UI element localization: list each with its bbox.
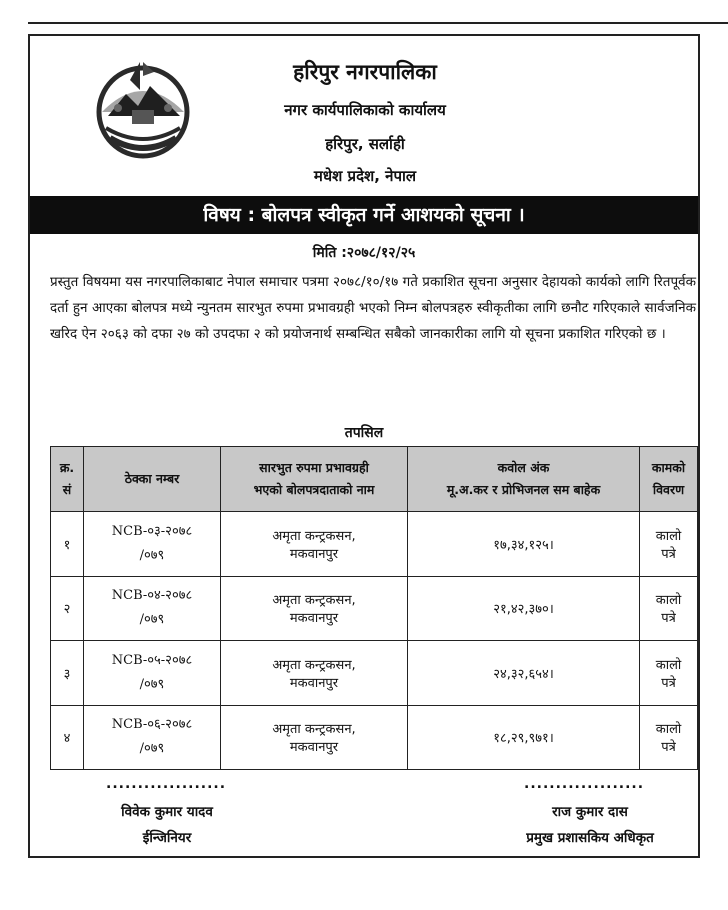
bid-table (50, 446, 698, 770)
row-contract: NCB-०४-२०७८ /०७९ (84, 576, 221, 641)
schedule-title: तपसिल (344, 425, 384, 441)
office-address: हरिपुर, सर्लाही (325, 135, 405, 153)
row-work: कालो पत्रे (640, 576, 698, 641)
table-row (51, 576, 698, 641)
row-amount: २१,४२,३७०। (408, 576, 640, 641)
signatory-right-name: राज कुमार दास (552, 804, 628, 820)
row-bidder: अमृता कन्ट्रकसन, मकवानपुर (221, 512, 408, 577)
row-bidder: अमृता कन्ट्रकसन, मकवानपुर (221, 641, 408, 706)
row-contract: NCB-०६-२०७८ /०७९ (84, 705, 221, 770)
signatory-left-name: विवेक कुमार यादव (121, 804, 213, 820)
signature-line-left: ................... (106, 776, 227, 792)
subject-banner: विषय : बोलपत्र स्वीकृत गर्ने आशयको सूचना । (30, 196, 698, 234)
table-row (51, 512, 698, 577)
row-work: कालो पत्रे (640, 705, 698, 770)
row-sn: १ (51, 512, 84, 577)
table-row (51, 705, 698, 770)
row-work: कालो पत्रे (640, 512, 698, 577)
top-rule (28, 22, 728, 24)
office-name: नगर कार्यपालिकाको कार्यालय (284, 101, 446, 119)
col-header-bidder: सारभुत रुपमा प्रभावग्रही भएको बोलपत्रदाताको नाम (221, 447, 408, 512)
province-country: मधेश प्रदेश, नेपाल (313, 167, 417, 185)
col-header-contract: ठेक्का नम्बर (84, 447, 221, 512)
signatory-left-title: ईन्जिनियर (142, 830, 192, 846)
table-header-row (51, 447, 698, 512)
row-amount: १८,२९,९७१। (408, 705, 640, 770)
signature-line-right: ................... (524, 776, 645, 792)
col-header-sn: क्र. सं (51, 447, 84, 512)
col-header-work: कामको विवरण (640, 447, 698, 512)
row-contract: NCB-०५-२०७८ /०७९ (84, 641, 221, 706)
signatory-right-title: प्रमुख प्रशासकिय अधिकृत (526, 830, 654, 846)
row-bidder: अमृता कन्ट्रकसन, मकवानपुर (221, 576, 408, 641)
nepal-emblem-icon (88, 50, 198, 162)
row-contract: NCB-०३-२०७८ /०७९ (84, 512, 221, 577)
notice-date: मिति :२०७८/१२/२५ (312, 245, 416, 261)
col-header-amount: कवोल अंक मू.अ.कर र प्रोभिजनल सम बाहेक (408, 447, 640, 512)
row-amount: १७,३४,१२५। (408, 512, 640, 577)
notice-body: प्रस्तुत विषयमा यस नगरपालिकाबाट नेपाल समाचार पत्रमा २०७८/१०/१७ गते प्रकाशित सूचना अनुसार देहायको कार्यको लागि रितपूर्वक दर्ता हुन आएका बोलपत्र मध्ये न्युनतम सारभुत रुपमा प्रभावग्रही भएको निम्न बोलपत्रहरु स्वीकृतीका लागि छनौट गरिएकाले सार्वजनिक खरिद ऐन २०६३ को दफा २७ को उपदफा २ को प्रयोजनार्थ सम्बन्धित सबैको जानकारीका लागि यो सूचना प्रकाशित गरिएको छ । (50, 274, 696, 342)
municipality-name: हरिपुर नगरपालिका (293, 60, 437, 84)
table-row (51, 641, 698, 706)
row-sn: २ (51, 576, 84, 641)
row-work: कालो पत्रे (640, 641, 698, 706)
row-bidder: अमृता कन्ट्रकसन, मकवानपुर (221, 705, 408, 770)
row-sn: ४ (51, 705, 84, 770)
row-amount: २४,३२,६५४। (408, 641, 640, 706)
row-sn: ३ (51, 641, 84, 706)
